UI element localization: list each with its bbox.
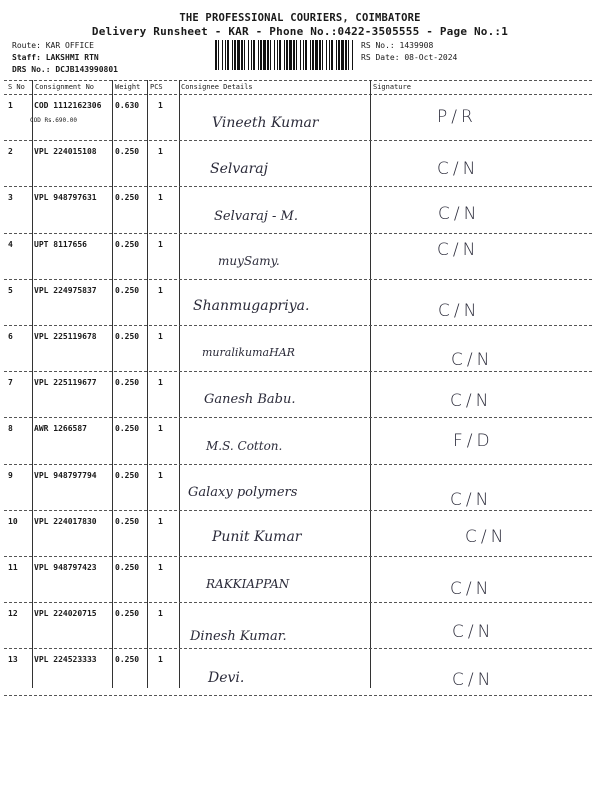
row-consignee-name: muySamy. bbox=[218, 253, 280, 268]
row-separator bbox=[4, 556, 592, 557]
row-weight: 0.250 bbox=[115, 193, 140, 203]
row-weight: 0.250 bbox=[115, 516, 140, 526]
row-consignee-name: Vineeth Kumar bbox=[212, 115, 319, 131]
drs-label: DRS No.: bbox=[12, 65, 51, 74]
row-sno: 9 bbox=[8, 470, 13, 480]
row-separator bbox=[4, 186, 592, 187]
row-consignee-name: Galaxy polymers bbox=[188, 484, 298, 500]
col-header-sno: S No bbox=[8, 83, 25, 91]
row-sno: 3 bbox=[8, 193, 13, 203]
row-pcs: 1 bbox=[158, 563, 163, 572]
table-top-rule bbox=[4, 80, 592, 81]
rs-date-line bbox=[361, 53, 457, 62]
col-header-consignee: Consignee Details bbox=[181, 83, 253, 91]
rs-no-line bbox=[361, 41, 433, 50]
row-separator bbox=[4, 464, 592, 465]
row-consignee-name: RAKKIAPPAN bbox=[206, 577, 290, 591]
row-cod-amount: COD Rs.690.00 bbox=[30, 117, 77, 124]
staff-line bbox=[12, 53, 99, 62]
row-consignment-no: VPL 948797631 bbox=[34, 193, 97, 203]
staff-value: LAKSHMI RTN bbox=[45, 53, 99, 62]
row-sno: 5 bbox=[8, 285, 13, 295]
row-signature: C/N bbox=[450, 579, 493, 599]
row-separator bbox=[4, 325, 592, 326]
row-sno: 8 bbox=[8, 424, 13, 434]
route-value: KAR OFFICE bbox=[45, 41, 94, 50]
row-signature: C/N bbox=[452, 622, 495, 643]
col-divider bbox=[179, 80, 180, 688]
col-divider bbox=[112, 80, 113, 688]
row-signature: F/D bbox=[453, 431, 494, 452]
row-consignment-no: VPL 948797794 bbox=[34, 470, 97, 480]
row-pcs: 1 bbox=[158, 193, 163, 203]
row-weight: 0.250 bbox=[115, 239, 140, 249]
row-signature: C/N bbox=[450, 391, 493, 412]
row-weight: 0.250 bbox=[115, 332, 140, 341]
row-sno: 1 bbox=[8, 101, 13, 110]
row-sno: 12 bbox=[8, 609, 18, 619]
row-separator bbox=[4, 695, 592, 696]
row-consignment-no: COD 1112162306 bbox=[34, 101, 102, 110]
row-pcs: 1 bbox=[158, 332, 163, 341]
row-pcs: 1 bbox=[158, 101, 163, 110]
row-separator bbox=[4, 279, 592, 280]
row-pcs: 1 bbox=[158, 424, 163, 434]
row-consignee-name: Devi. bbox=[208, 670, 245, 687]
drs-line bbox=[12, 65, 118, 74]
row-sno: 4 bbox=[8, 239, 13, 249]
row-weight: 0.250 bbox=[115, 609, 140, 619]
row-separator bbox=[4, 417, 592, 418]
row-weight: 0.250 bbox=[115, 378, 140, 388]
row-separator bbox=[4, 233, 592, 234]
row-sno: 13 bbox=[8, 655, 18, 665]
row-pcs: 1 bbox=[158, 655, 163, 665]
col-header-weight: Weight bbox=[115, 83, 141, 91]
col-header-signature: Signature bbox=[373, 83, 411, 91]
row-consignee-name: Selvaraj - M. bbox=[214, 209, 298, 225]
company-title: THE PROFESSIONAL COURIERS, COIMBATORE bbox=[179, 12, 421, 24]
row-separator bbox=[4, 510, 592, 511]
row-signature: C/N bbox=[438, 300, 481, 321]
row-separator bbox=[4, 140, 592, 141]
row-consignee-name: Shanmugapriya. bbox=[193, 297, 310, 314]
row-consignment-no: VPL 224975837 bbox=[34, 285, 97, 295]
row-separator bbox=[4, 648, 592, 649]
row-sno: 11 bbox=[8, 563, 18, 572]
row-consignee-name: Selvaraj bbox=[210, 161, 268, 178]
row-weight: 0.250 bbox=[115, 563, 140, 572]
row-pcs: 1 bbox=[158, 147, 163, 157]
barcode-image bbox=[215, 40, 355, 70]
row-sno: 2 bbox=[8, 147, 13, 157]
row-sno: 10 bbox=[8, 516, 18, 526]
row-consignee-name: muralikumaHAR bbox=[202, 346, 295, 359]
row-weight: 0.250 bbox=[115, 470, 140, 480]
row-weight: 0.250 bbox=[115, 147, 140, 157]
row-weight: 0.250 bbox=[115, 655, 140, 665]
row-pcs: 1 bbox=[158, 239, 163, 249]
row-pcs: 1 bbox=[158, 285, 163, 295]
row-weight: 0.250 bbox=[115, 424, 140, 434]
rs-no-value: 1439908 bbox=[399, 41, 434, 50]
row-signature: C/N bbox=[465, 526, 508, 547]
row-consignment-no: VPL 225119677 bbox=[34, 378, 97, 388]
row-consignment-no: VPL 225119678 bbox=[34, 332, 97, 341]
row-signature: C/N bbox=[451, 350, 494, 370]
col-divider bbox=[32, 80, 33, 688]
row-consignee-name: Ganesh Babu. bbox=[204, 392, 296, 408]
row-weight: 0.250 bbox=[115, 285, 140, 295]
row-consignment-no: UPT 8117656 bbox=[34, 239, 87, 249]
row-consignee-name: Dinesh Kumar. bbox=[190, 629, 287, 645]
staff-label: Staff: bbox=[12, 53, 41, 62]
col-divider bbox=[147, 80, 148, 688]
row-signature: C/N bbox=[438, 204, 481, 225]
row-signature: C/N bbox=[437, 239, 480, 260]
col-divider bbox=[370, 80, 371, 688]
row-pcs: 1 bbox=[158, 516, 163, 526]
drs-value: DCJB143990801 bbox=[55, 65, 118, 74]
row-weight: 0.630 bbox=[115, 101, 140, 110]
col-header-consignment: Consignment No bbox=[35, 83, 95, 91]
row-signature: C/N bbox=[450, 489, 493, 510]
row-consignment-no: VPL 224020715 bbox=[34, 609, 97, 619]
row-sno: 7 bbox=[8, 378, 13, 388]
row-consignment-no: VPL 224523333 bbox=[34, 655, 97, 665]
row-separator bbox=[4, 602, 592, 603]
row-signature: P/R bbox=[437, 107, 477, 127]
col-header-pcs: PCS bbox=[150, 83, 163, 91]
header-bottom-rule bbox=[4, 94, 592, 95]
row-consignment-no: AWR 1266587 bbox=[34, 424, 87, 434]
row-signature: C/N bbox=[437, 159, 480, 180]
row-consignee-name: M.S. Cotton. bbox=[206, 439, 283, 454]
rs-date-value: 08-Oct-2024 bbox=[404, 53, 458, 62]
row-pcs: 1 bbox=[158, 378, 163, 388]
row-consignment-no: VPL 948797423 bbox=[34, 563, 97, 572]
row-signature: C/N bbox=[452, 670, 495, 691]
rs-no-label: RS No.: bbox=[361, 41, 395, 50]
route-line bbox=[12, 41, 94, 50]
row-separator bbox=[4, 371, 592, 372]
runsheet-subtitle: Delivery Runsheet - KAR - Phone No.:0422-3505555 - Page No.:1 bbox=[91, 25, 509, 38]
row-pcs: 1 bbox=[158, 470, 163, 480]
row-sno: 6 bbox=[8, 332, 13, 341]
route-label: Route: bbox=[12, 41, 41, 50]
row-consignment-no: VPL 224017830 bbox=[34, 516, 97, 526]
row-consignment-no: VPL 224015108 bbox=[34, 147, 97, 157]
row-pcs: 1 bbox=[158, 609, 163, 619]
rs-date-label: RS Date: bbox=[361, 53, 400, 62]
row-consignee-name: Punit Kumar bbox=[212, 528, 302, 545]
